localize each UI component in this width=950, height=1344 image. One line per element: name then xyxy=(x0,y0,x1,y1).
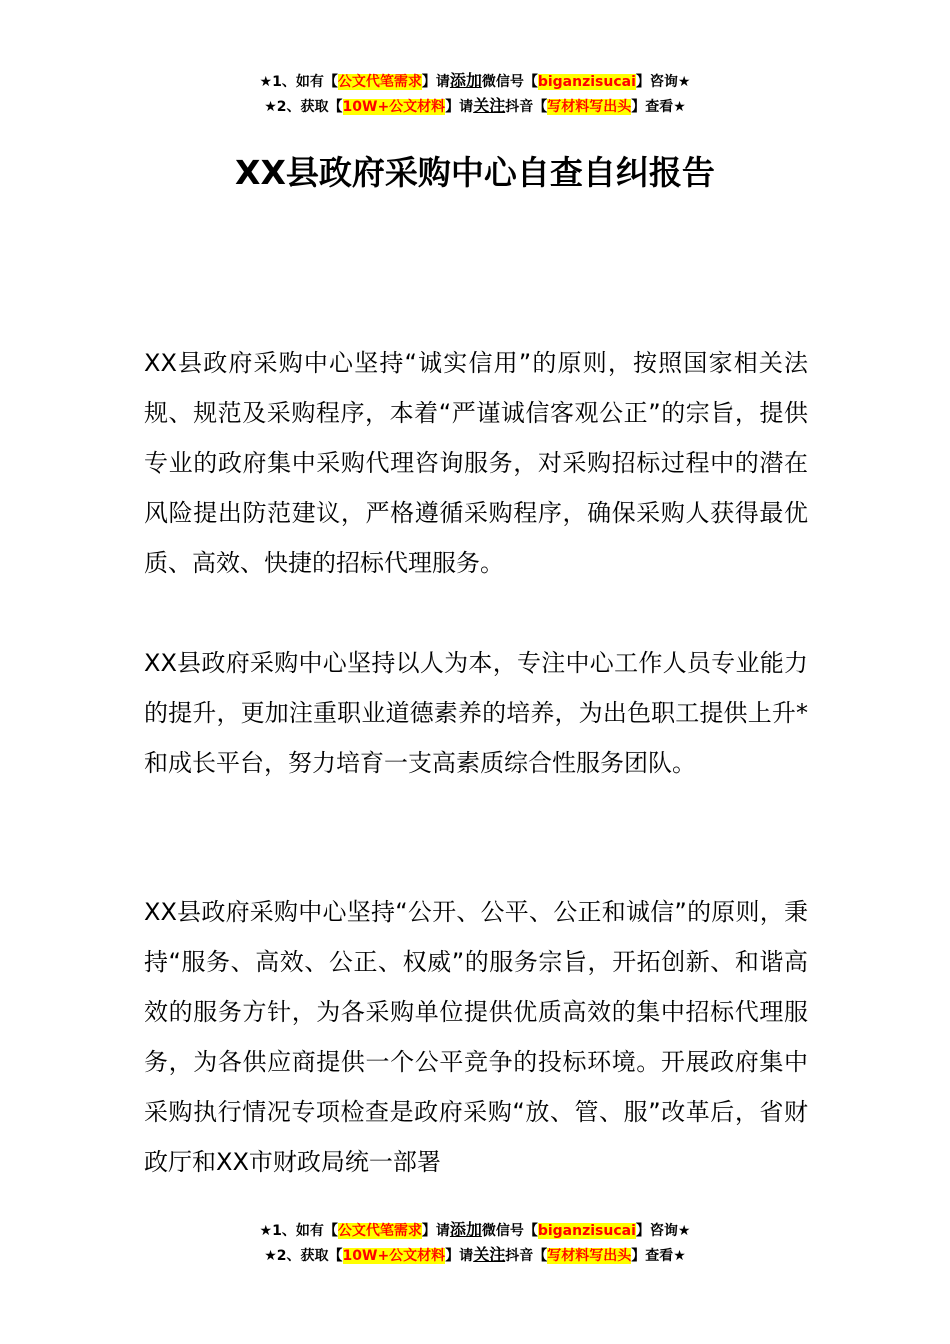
banner-text: 】请 xyxy=(421,1223,450,1239)
banner-line-1 xyxy=(0,1218,950,1243)
banner-text: ★1、如有【 xyxy=(259,74,338,90)
paragraph-1: XX县政府采购中心坚持“诚实信用”的原则，按照国家相关法规、规范及采购程序，本着“严谨诚信客观公正”的宗旨，提供专业的政府集中采购代理咨询服务，对采购招标过程中的潜在风险提出防范建议，严格遵循采购程序，确保采购人获得最优质、高效、快捷的招标代理服务。 xyxy=(144,349,808,577)
paragraph-2: XX县政府采购中心坚持以人为本，专注中心工作人员专业能力的提升，更加注重职业道德素养的培养，为出色职工提供上升*和成长平台，努力培育一支高素质综合性服务团队。 xyxy=(144,649,808,777)
banner-douyin-id: 写材料写出头 xyxy=(547,99,632,115)
banner-emphasis: 关注 xyxy=(473,1245,506,1264)
banner-line-2 xyxy=(0,94,950,119)
banner-text: 抖音【 xyxy=(505,1248,548,1264)
banner-text: 】请 xyxy=(421,74,450,90)
banner-douyin-id: 写材料写出头 xyxy=(547,1248,632,1264)
banner-emphasis: 添加 xyxy=(449,71,482,90)
banner-highlight: 公文代笔需求 xyxy=(337,1223,422,1239)
banner-text: 】查看★ xyxy=(631,99,686,115)
banner-text: 】咨询★ xyxy=(635,1223,691,1239)
banner-text: 】咨询★ xyxy=(635,74,691,90)
banner-text: 抖音【 xyxy=(505,99,548,115)
banner-wechat-id: biganzisucai xyxy=(537,1223,636,1239)
banner-text: 】请 xyxy=(445,1248,474,1264)
banner-text: 微信号【 xyxy=(481,74,538,90)
banner-text: ★2、获取【 xyxy=(264,1248,343,1264)
header-banner xyxy=(0,69,950,119)
document-title: XX县政府采购中心自查自纠报告 xyxy=(235,153,715,192)
banner-wechat-id: biganzisucai xyxy=(537,74,636,90)
banner-highlight: 10W+公文材料 xyxy=(342,99,446,115)
banner-emphasis: 关注 xyxy=(473,96,506,115)
banner-line-2 xyxy=(0,1243,950,1268)
paragraph-3: XX县政府采购中心坚持“公开、公平、公正和诚信”的原则，秉持“服务、高效、公正、权威”的服务宗旨，开拓创新、和谐高效的服务方针，为各采购单位提供优质高效的集中招标代理服务，为各供应商提供一个公平竞争的投标环境。开展政府集中采购执行情况专项检查是政府采购“放、管、服”改革后，省财政厅和XX市财政局统一部署 xyxy=(144,898,808,1176)
banner-line-1 xyxy=(0,69,950,94)
footer-banner xyxy=(0,1218,950,1268)
banner-highlight: 10W+公文材料 xyxy=(342,1248,446,1264)
banner-highlight: 公文代笔需求 xyxy=(337,74,422,90)
banner-text: 微信号【 xyxy=(481,1223,538,1239)
banner-text: 】请 xyxy=(445,99,474,115)
banner-text: ★2、获取【 xyxy=(264,99,343,115)
banner-text: 】查看★ xyxy=(631,1248,686,1264)
banner-emphasis: 添加 xyxy=(449,1220,482,1239)
banner-text: ★1、如有【 xyxy=(259,1223,338,1239)
